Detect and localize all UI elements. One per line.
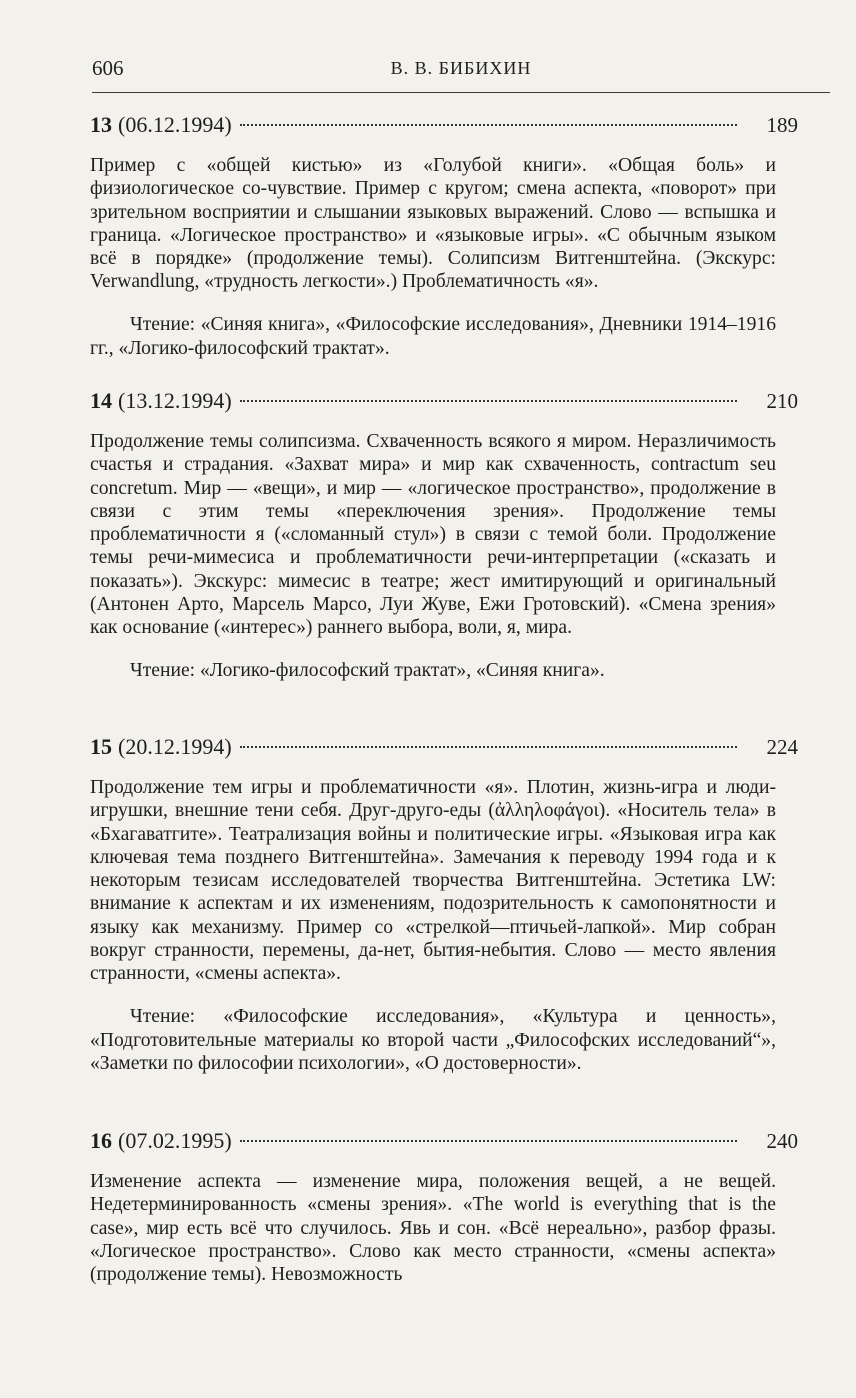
lecture-reading: Чтение: «Логико-философский трактат», «Синяя книга».: [130, 660, 605, 682]
dot-leader: [240, 124, 737, 126]
entry-heading: [90, 112, 798, 144]
page-number: 606: [92, 56, 124, 80]
running-head: В. В. БИБИХИН: [390, 58, 532, 78]
lecture-page: 210: [766, 389, 798, 413]
lecture-date: (13.12.1994): [118, 388, 232, 413]
toc-entry: [90, 112, 798, 380]
lecture-number: 14: [90, 388, 112, 413]
dot-leader: [240, 400, 737, 402]
lecture-summary: Продолжение тем игры и проблематичности «я». Плотин, жизнь-игра и люди-игрушки, внешние тени себя. Друг-друго-еды (ἀλληλοφάγοι). «Носитель тела» в «Бхагаватгите». Театрализация войны и политические игры. «Языковая игра как ключевая тема позднего Витгенштейна». Замечания к переводу 1994 года и к некоторым тезисам исследователей творчества Витгенштейна. Эстетика LW: внимание к аспектам и их изменениям, подозрительность к самопонятности и языку как механизму. Пример со «стрелкой—птичьей-лапкой». Мир собран вокруг странности, перемены, да-нет, бытия-небытия. Слово — место явления странности, «смены аспекта».: [90, 777, 776, 985]
lecture-page: 240: [766, 1129, 798, 1153]
lecture-page: 224: [766, 735, 798, 759]
lecture-date: (20.12.1994): [118, 734, 232, 759]
entry-heading: [90, 1128, 798, 1160]
lecture-date: (06.12.1994): [118, 112, 232, 137]
toc-entry: [90, 734, 798, 1095]
lecture-summary: Пример с «общей кистью» из «Голубой книги». «Общая боль» и физиологическое со-чувствие. Пример с кругом; смена аспекта, «поворот» при зрительном восприятии и слышании языковых выражений. Слово — вспышка и граница. «Логическое пространство» и «языковые игры». «С обычным языком всё в порядке» (продолжение темы). Солипсизм Витгенштейна. (Экскурс: Verwandlung, «трудность легкости».) Проблематичность «я».: [90, 155, 776, 293]
dot-leader: [240, 746, 737, 748]
entry-heading: [90, 388, 798, 420]
lecture-summary: Продолжение темы солипсизма. Схваченность всякого я миром. Неразличимость счастья и страдания. «Захват мира» и мир как схваченность, contractum seu concretum. Мир — «вещи», и мир — «логическое пространство», продолжение в связи с этим темы «переключения зрения». Продолжение темы проблематичности я («сломанный стул») в связи с темой боли. Продолжение темы речи-мимесиса и проблематичности речи-интерпретации («сказать и показать»). Экскурс: мимесис в театре; жест имитирующий и оригинальный (Антонен Арто, Марсель Марсо, Луи Жуве, Ежи Гротовский). «Смена зрения» как основание («интерес») раннего выбора, воли, я, мира.: [90, 431, 776, 639]
lecture-reading: Чтение: «Философские исследования», «Культура и ценность», «Подготовительные материалы ко второй части „Философских исследований“», «Заметки по философии психологии», «О достоверности».: [90, 1006, 776, 1074]
lecture-number: 16: [90, 1128, 112, 1153]
dot-leader: [240, 1140, 737, 1142]
lecture-number: 13: [90, 112, 112, 137]
toc-entry: [90, 1128, 798, 1306]
toc-entry: [90, 388, 798, 702]
lecture-summary: Изменение аспекта — изменение мира, положения вещей, а не вещей. Недетерминированность «смены зрения». «The world is everything that is the case», мир есть всё что случилось. Явь и сон. «Всё нереально», разбор фразы. «Логическое пространство». Слово как место странности, «смены аспекта» (продолжение темы). Невозможность: [90, 1171, 776, 1286]
lecture-date: (07.02.1995): [118, 1128, 232, 1153]
page-header: [92, 52, 830, 93]
lecture-page: 189: [766, 113, 798, 137]
entry-heading: [90, 734, 798, 766]
lecture-number: 15: [90, 734, 112, 759]
lecture-reading: Чтение: «Синяя книга», «Философские исследования», Дневники 1914–1916 гг., «Логико-философский трактат».: [90, 314, 776, 359]
